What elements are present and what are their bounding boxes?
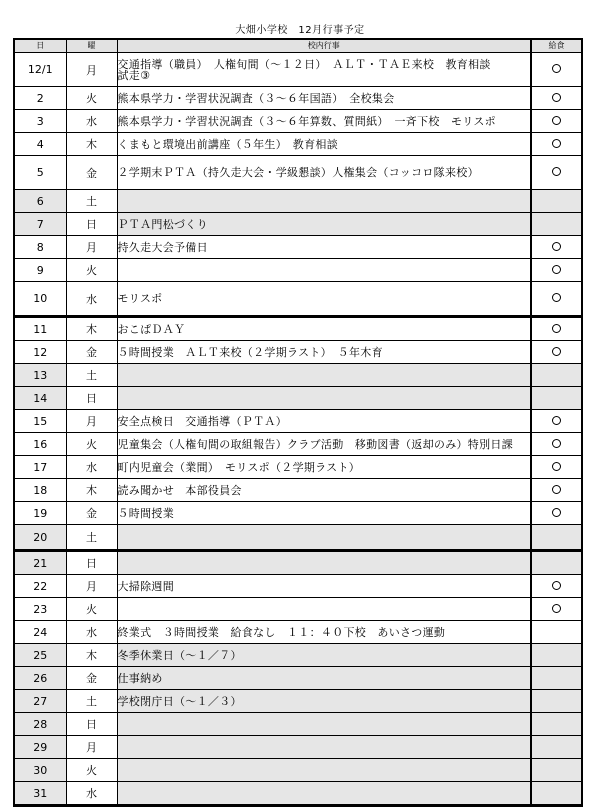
- weekday-cell: 土: [66, 190, 117, 213]
- weekday-cell: 日: [66, 387, 117, 410]
- lunch-circle-icon: [552, 416, 561, 425]
- event-cell: 終業式 ３時間授業 給食なし １１：４０下校 あいさつ運動: [117, 621, 531, 644]
- weekday-cell: 水: [66, 282, 117, 317]
- table-row: [14, 525, 582, 551]
- table-row: [14, 387, 582, 410]
- event-cell: ＰＴＡ門松づくり: [117, 213, 531, 236]
- weekday-cell: 金: [66, 502, 117, 525]
- event-cell: くまもと環境出前講座（５年生） 教育相談: [117, 133, 531, 156]
- lunch-circle-icon: [552, 293, 561, 302]
- lunch-circle-icon: [552, 139, 561, 148]
- lunch-cell: [531, 667, 582, 690]
- table-row: [14, 713, 582, 736]
- table-row: [14, 433, 582, 456]
- table-row: [14, 110, 582, 133]
- lunch-circle-icon: [552, 116, 561, 125]
- lunch-circle-icon: [552, 64, 561, 73]
- table-row: [14, 551, 582, 575]
- lunch-cell: [531, 259, 582, 282]
- day-cell: 22: [14, 575, 66, 598]
- event-cell: ２学期末ＰＴＡ（持久走大会・学級懇談）人権集会（コッコロ隊来校）: [117, 156, 531, 190]
- lunch-cell: [531, 456, 582, 479]
- weekday-cell: 土: [66, 690, 117, 713]
- event-cell: 読み聞かせ 本部役員会: [117, 479, 531, 502]
- table-row: [14, 213, 582, 236]
- weekday-cell: 月: [66, 410, 117, 433]
- event-cell: 児童集会（人権旬間の取組報告）クラブ活動 移動図書（返却のみ）特別日課: [117, 433, 531, 456]
- lunch-cell: [531, 525, 582, 551]
- weekday-cell: 火: [66, 759, 117, 782]
- lunch-cell: [531, 53, 582, 87]
- weekday-cell: 金: [66, 667, 117, 690]
- event-cell: 学校閉庁日（～１／３）: [117, 690, 531, 713]
- event-cell: [117, 190, 531, 213]
- lunch-circle-icon: [552, 324, 561, 333]
- header-weekday: 曜: [66, 39, 117, 53]
- day-cell: 12/1: [14, 53, 66, 87]
- page-title: 大畑小学校 12月行事予定: [235, 25, 365, 36]
- day-cell: 19: [14, 502, 66, 525]
- table-row: [14, 667, 582, 690]
- table-row: [14, 282, 582, 317]
- table-row: [14, 341, 582, 364]
- lunch-cell: [531, 598, 582, 621]
- day-cell: 7: [14, 213, 66, 236]
- day-cell: 15: [14, 410, 66, 433]
- lunch-cell: [531, 133, 582, 156]
- weekday-cell: 土: [66, 525, 117, 551]
- table-row: [14, 782, 582, 806]
- day-cell: 6: [14, 190, 66, 213]
- day-cell: 20: [14, 525, 66, 551]
- weekday-cell: 木: [66, 644, 117, 667]
- day-cell: 9: [14, 259, 66, 282]
- day-cell: 27: [14, 690, 66, 713]
- event-cell: [117, 525, 531, 551]
- lunch-circle-icon: [552, 167, 561, 176]
- weekday-cell: 月: [66, 736, 117, 759]
- table-row: [14, 598, 582, 621]
- lunch-cell: [531, 282, 582, 317]
- weekday-cell: 月: [66, 53, 117, 87]
- day-cell: 24: [14, 621, 66, 644]
- day-cell: 29: [14, 736, 66, 759]
- weekday-cell: 金: [66, 156, 117, 190]
- table-row: [14, 479, 582, 502]
- weekday-cell: 水: [66, 110, 117, 133]
- lunch-cell: [531, 236, 582, 259]
- day-cell: 14: [14, 387, 66, 410]
- weekday-cell: 水: [66, 782, 117, 806]
- lunch-circle-icon: [552, 581, 561, 590]
- table-row: [14, 621, 582, 644]
- lunch-cell: [531, 410, 582, 433]
- weekday-cell: 日: [66, 213, 117, 236]
- weekday-cell: 月: [66, 575, 117, 598]
- day-cell: 2: [14, 87, 66, 110]
- lunch-cell: [531, 736, 582, 759]
- schedule-body: [14, 53, 582, 806]
- event-cell: 大掃除週間: [117, 575, 531, 598]
- weekday-cell: 木: [66, 479, 117, 502]
- event-cell: 熊本県学力・学習状況調査（３～６年算数、質問紙） 一斉下校 モリスポ: [117, 110, 531, 133]
- event-cell: 仕事納め: [117, 667, 531, 690]
- weekday-cell: 木: [66, 133, 117, 156]
- header-lunch: 給食: [531, 39, 582, 53]
- table-row: [14, 133, 582, 156]
- table-row: [14, 575, 582, 598]
- lunch-circle-icon: [552, 93, 561, 102]
- lunch-circle-icon: [552, 604, 561, 613]
- lunch-cell: [531, 433, 582, 456]
- weekday-cell: 水: [66, 456, 117, 479]
- lunch-cell: [531, 621, 582, 644]
- lunch-cell: [531, 713, 582, 736]
- event-cell: [117, 736, 531, 759]
- event-cell: [117, 759, 531, 782]
- event-cell: [117, 598, 531, 621]
- weekday-cell: 金: [66, 341, 117, 364]
- lunch-cell: [531, 364, 582, 387]
- day-cell: 17: [14, 456, 66, 479]
- lunch-circle-icon: [552, 242, 561, 251]
- lunch-cell: [531, 387, 582, 410]
- event-cell: モリスポ: [117, 282, 531, 317]
- table-row: [14, 502, 582, 525]
- lunch-cell: [531, 213, 582, 236]
- lunch-circle-icon: [552, 462, 561, 471]
- lunch-cell: [531, 156, 582, 190]
- event-cell: [117, 782, 531, 806]
- header-events: 校内行事: [117, 39, 531, 53]
- day-cell: 23: [14, 598, 66, 621]
- header-day: 日: [14, 39, 66, 53]
- event-cell: [117, 551, 531, 575]
- day-cell: 26: [14, 667, 66, 690]
- event-cell: 安全点検日 交通指導（ＰＴＡ）: [117, 410, 531, 433]
- lunch-cell: [531, 782, 582, 806]
- event-cell: 熊本県学力・学習状況調査（３～６年国語） 全校集会: [117, 87, 531, 110]
- event-cell: [117, 364, 531, 387]
- table-row: [14, 759, 582, 782]
- day-cell: 25: [14, 644, 66, 667]
- lunch-cell: [531, 690, 582, 713]
- weekday-cell: 火: [66, 87, 117, 110]
- weekday-cell: 火: [66, 433, 117, 456]
- event-cell: [117, 259, 531, 282]
- weekday-cell: 土: [66, 364, 117, 387]
- event-cell: 冬季休業日（～１／７）: [117, 644, 531, 667]
- table-row: [14, 156, 582, 190]
- day-cell: 16: [14, 433, 66, 456]
- day-cell: 12: [14, 341, 66, 364]
- table-row: [14, 87, 582, 110]
- day-cell: 13: [14, 364, 66, 387]
- day-cell: 21: [14, 551, 66, 575]
- lunch-cell: [531, 87, 582, 110]
- weekday-cell: 月: [66, 236, 117, 259]
- day-cell: 8: [14, 236, 66, 259]
- lunch-circle-icon: [552, 265, 561, 274]
- day-cell: 3: [14, 110, 66, 133]
- lunch-cell: [531, 190, 582, 213]
- table-row: [14, 53, 582, 87]
- day-cell: 10: [14, 282, 66, 317]
- table-row: [14, 317, 582, 341]
- day-cell: 11: [14, 317, 66, 341]
- table-row: [14, 190, 582, 213]
- day-cell: 30: [14, 759, 66, 782]
- day-cell: 18: [14, 479, 66, 502]
- lunch-cell: [531, 502, 582, 525]
- event-cell: [117, 713, 531, 736]
- header-row: [14, 39, 582, 53]
- day-cell: 28: [14, 713, 66, 736]
- lunch-cell: [531, 317, 582, 341]
- event-cell: 交通指導（職員） 人権旬間（～１２日） ＡＬＴ・ＴＡＥ来校 教育相談 試走③: [117, 53, 531, 87]
- table-row: [14, 364, 582, 387]
- lunch-cell: [531, 644, 582, 667]
- table-row: [14, 644, 582, 667]
- table-row: [14, 410, 582, 433]
- weekday-cell: 日: [66, 713, 117, 736]
- event-cell: 持久走大会予備日: [117, 236, 531, 259]
- event-cell: ５時間授業: [117, 502, 531, 525]
- weekday-cell: 水: [66, 621, 117, 644]
- table-row: [14, 259, 582, 282]
- event-cell: [117, 387, 531, 410]
- schedule-table: [13, 38, 583, 807]
- lunch-cell: [531, 110, 582, 133]
- event-cell: おこぱＤＡＹ: [117, 317, 531, 341]
- lunch-circle-icon: [552, 485, 561, 494]
- weekday-cell: 日: [66, 551, 117, 575]
- table-row: [14, 456, 582, 479]
- table-row: [14, 690, 582, 713]
- lunch-cell: [531, 551, 582, 575]
- lunch-cell: [531, 341, 582, 364]
- lunch-cell: [531, 759, 582, 782]
- lunch-circle-icon: [552, 439, 561, 448]
- weekday-cell: 火: [66, 259, 117, 282]
- lunch-cell: [531, 575, 582, 598]
- weekday-cell: 木: [66, 317, 117, 341]
- day-cell: 4: [14, 133, 66, 156]
- day-cell: 31: [14, 782, 66, 806]
- lunch-circle-icon: [552, 347, 561, 356]
- table-row: [14, 236, 582, 259]
- lunch-circle-icon: [552, 508, 561, 517]
- event-cell: 町内児童会（業間） モリスポ（２学期ラスト）: [117, 456, 531, 479]
- event-cell: ５時間授業 ＡＬＴ来校（２学期ラスト） ５年木育: [117, 341, 531, 364]
- lunch-cell: [531, 479, 582, 502]
- weekday-cell: 火: [66, 598, 117, 621]
- day-cell: 5: [14, 156, 66, 190]
- table-row: [14, 736, 582, 759]
